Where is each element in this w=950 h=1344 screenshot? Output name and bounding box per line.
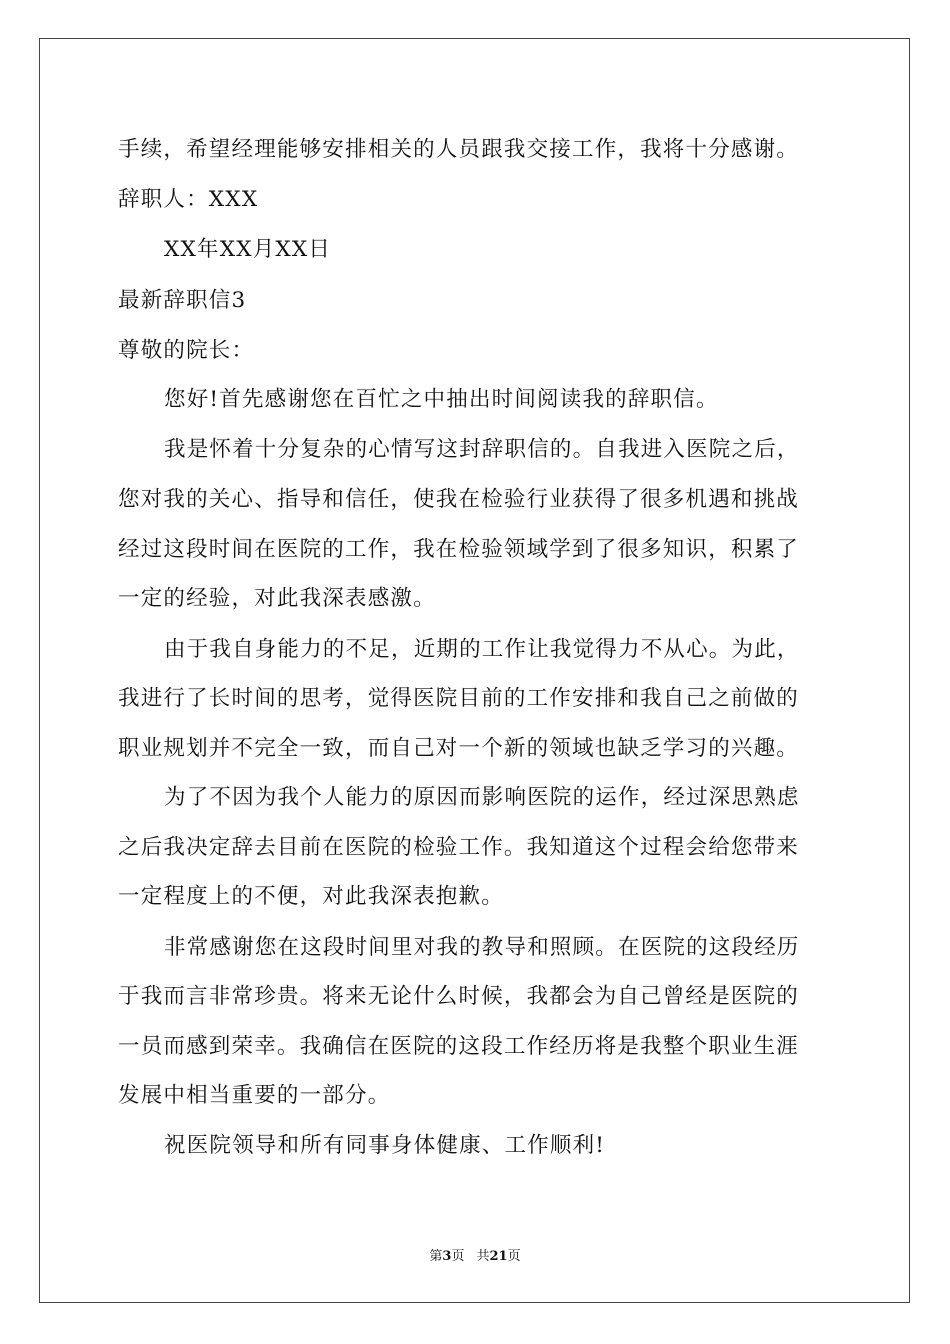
page-suffix: 页 [451, 1249, 465, 1264]
paragraph-line: 您对我的关心、指导和信任，使我在检验行业获得了很多机遇和挑战 [118, 487, 800, 512]
paragraph-line: 我是怀着十分复杂的心情写这封辞职信的。自我进入医院之后， [164, 437, 800, 462]
paragraph-line: 由于我自身能力的不足，近期的工作让我觉得力不从心。为此， [164, 637, 800, 662]
paragraph-line: 职业规划并不完全一致，而自己对一个新的领域也缺乏学习的兴趣。 [118, 736, 800, 761]
signatory-line: 辞职人：XXX [118, 187, 259, 212]
total-suffix: 页 [507, 1249, 521, 1264]
paragraph-line: 您好!首先感谢您在百忙之中抽出时间阅读我的辞职信。 [164, 387, 719, 412]
page-border [39, 38, 910, 1303]
salutation: 尊敬的院长： [118, 338, 255, 363]
page-number: 3 [442, 1249, 452, 1264]
section-title: 最新辞职信3 [118, 288, 247, 313]
paragraph-line: 一员而感到荣幸。我确信在医院的这段工作经历将是我整个职业生涯 [118, 1034, 800, 1059]
paragraph-line: 经过这段时间在医院的工作，我在检验领域学到了很多知识，积累了 [118, 537, 800, 562]
date-line: XX年XX月XX日 [164, 237, 332, 262]
paragraph-line: 为了不因为我个人能力的原因而影响医院的运作，经过深思熟虑 [164, 785, 800, 810]
page-prefix: 第 [429, 1249, 443, 1264]
paragraph-line: 之后我决定辞去目前在医院的检验工作。我知道这个过程会给您带来 [118, 835, 800, 860]
paragraph-line: 一定的经验，对此我深表感激。 [118, 586, 436, 611]
paragraph-line: 我进行了长时间的思考，觉得医院目前的工作安排和我自己之前做的 [118, 686, 800, 711]
page-footer [0, 1248, 950, 1266]
text-line: 手续，希望经理能够安排相关的人员跟我交接工作，我将十分感谢。 [118, 137, 800, 162]
closing-line: 祝医院领导和所有同事身体健康、工作顺利! [164, 1133, 606, 1158]
paragraph-line: 发展中相当重要的一部分。 [118, 1083, 391, 1108]
total-prefix: 共 [476, 1249, 490, 1264]
total-pages: 21 [489, 1249, 508, 1264]
paragraph-line: 非常感谢您在这段时间里对我的教导和照顾。在医院的这段经历 [164, 935, 800, 960]
paragraph-line: 一定程度上的不便，对此我深表抱歉。 [118, 884, 504, 909]
paragraph-line: 于我而言非常珍贵。将来无论什么时候，我都会为自己曾经是医院的 [118, 984, 800, 1009]
